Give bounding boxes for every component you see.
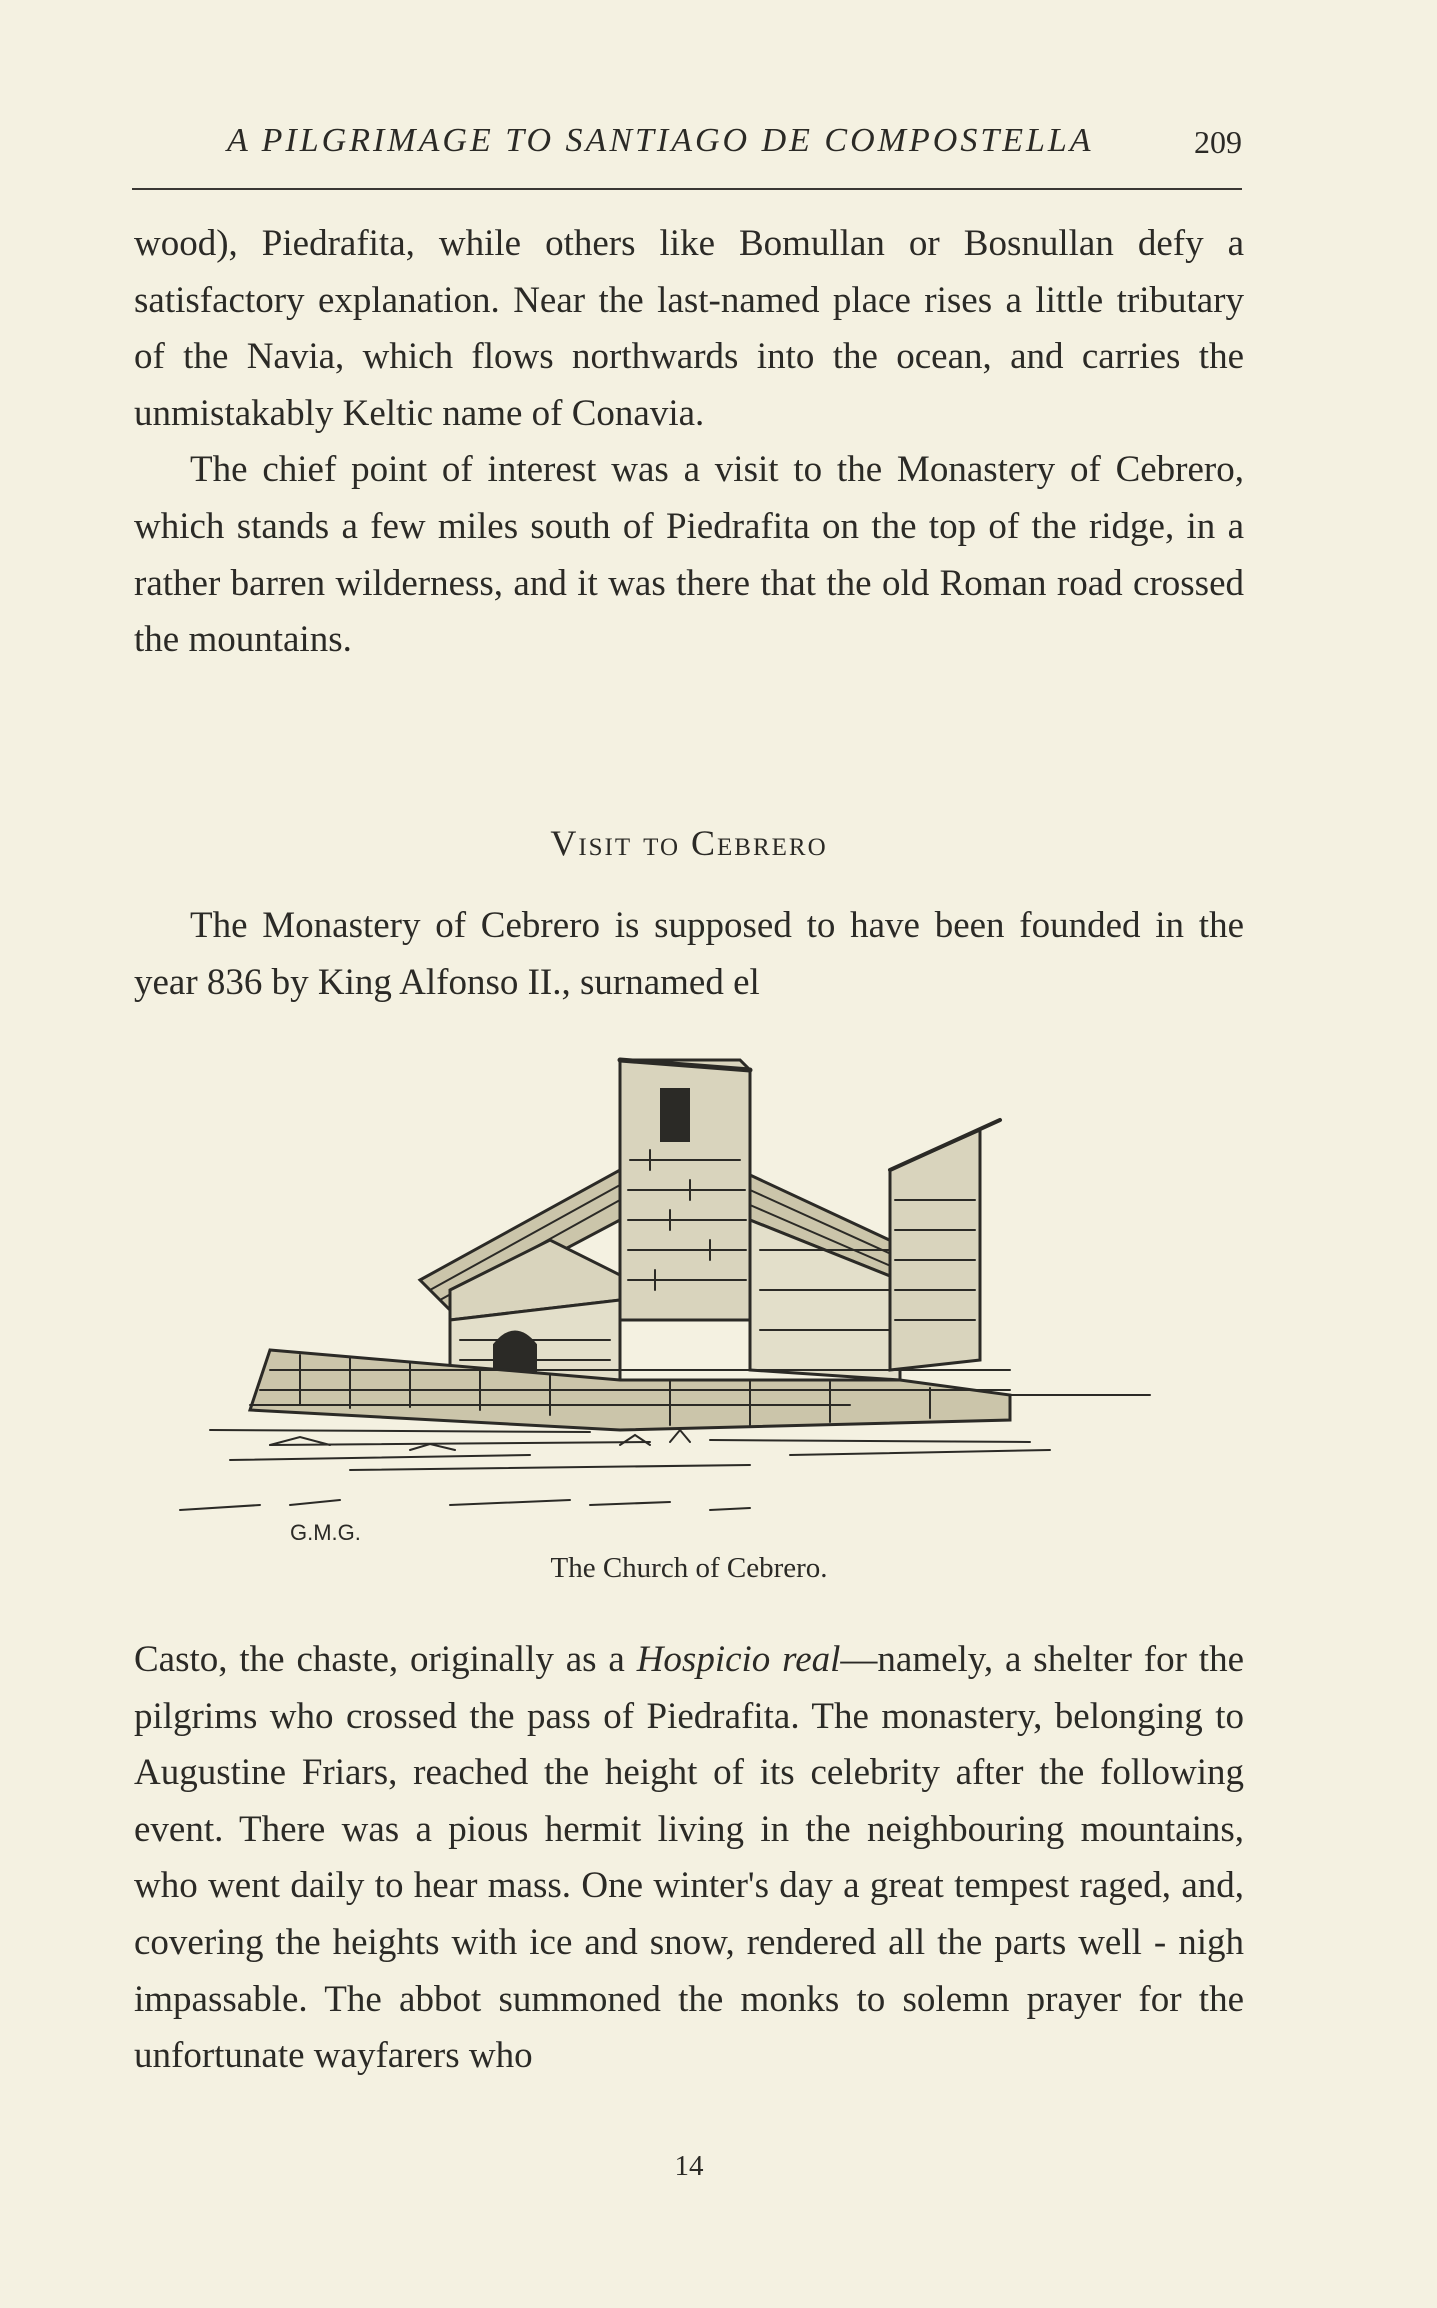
- figure-caption: The Church of Cebrero.: [550, 1552, 828, 1584]
- header-rule: [132, 188, 1242, 190]
- paragraph-4-rest: —namely, a shelter for the pilgrims who crossed the pass of Piedrafita. The monastery, belonging to Augustine Friars, reached the height of its celebrity after the following event. There was a pious hermit living in the neighbouring mountains, who went daily to hear mass. One winter's day a great tempest raged, and, covering the heights with ice and snow, rendered all the parts well - nigh impassable. The abbot summoned the monks to solemn prayer for the unfortunate wayfarers who: [134, 1639, 1244, 2077]
- paragraph-2: The chief point of interest was a visit to the Monastery of Cebrero, which stands a few miles south of Piedrafita on the top of the ridge, in a rather barren wilderness, and it was there that the old Roman road crossed the mountains.: [134, 449, 1244, 661]
- illustrator-signature: G.M.G.: [290, 1520, 361, 1545]
- paragraph-4: [134, 1632, 1244, 2085]
- opening-text: [134, 216, 1244, 669]
- church-drawing: [150, 1050, 1200, 1550]
- section-heading: Visit to Cebrero: [550, 823, 828, 863]
- paragraph-4-start: Casto, the chaste, originally as a: [134, 1639, 637, 1680]
- page-number: 209: [1194, 124, 1242, 160]
- running-title: A PILGRIMAGE TO SANTIAGO DE COMPOSTELLA: [227, 122, 1094, 159]
- section-text: [134, 898, 1244, 1011]
- running-head: [132, 116, 1242, 176]
- signature-mark: 14: [674, 2150, 704, 2182]
- church-illustration: [150, 1050, 1200, 1550]
- paragraph-1: wood), Piedrafita, while others like Bomullan or Bosnullan defy a satisfactory explanation. Near the last-named place rises a little tributary of the Navia, which flows northwards into the ocean, and carries the unmistakably Keltic name of Conavia.: [134, 223, 1244, 434]
- hospicio-real-term: Hospicio real: [636, 1639, 841, 1680]
- paragraph-3: The Monastery of Cebrero is supposed to have been founded in the year 836 by King Alfonso II., surnamed el: [134, 905, 1244, 1003]
- closing-text: [134, 1632, 1244, 2085]
